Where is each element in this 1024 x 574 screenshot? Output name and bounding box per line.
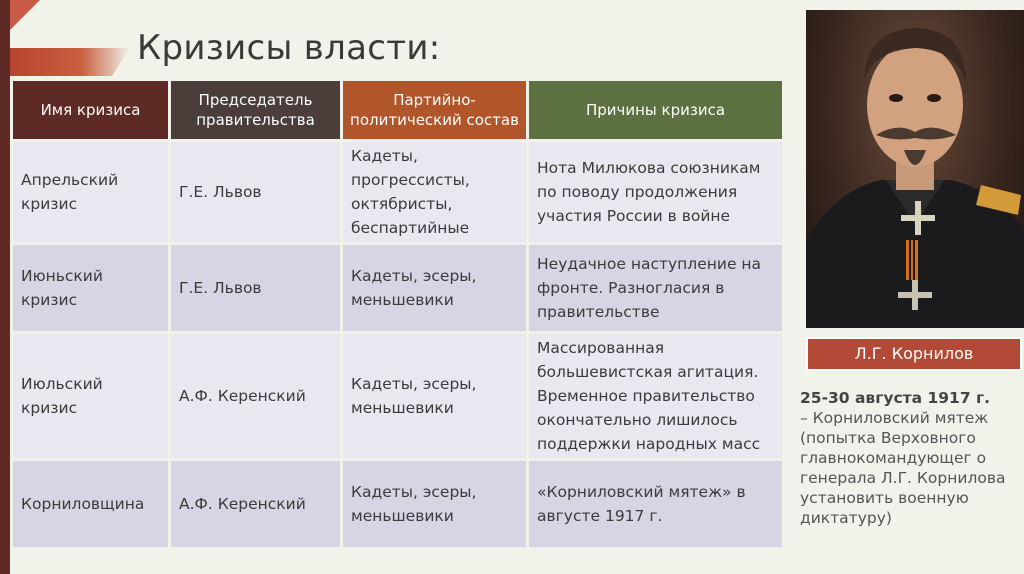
cell-chairman: А.Ф. Керенский xyxy=(171,461,340,547)
title-accent-shape xyxy=(10,48,130,76)
left-accent-strip xyxy=(0,0,10,574)
kornilov-portrait xyxy=(806,10,1024,328)
cell-parties: Кадеты, прогрессисты, октябристы, беспартийные xyxy=(343,142,526,242)
table-header-row xyxy=(13,81,782,139)
cell-reasons: Массированная большевистская агитация. Временное правительство окончательно лишилось поддержки народных масс xyxy=(529,334,782,458)
cell-parties: Кадеты, эсеры, меньшевики xyxy=(343,461,526,547)
table-row xyxy=(13,461,782,547)
table-row xyxy=(13,334,782,458)
header-chairman: Председатель правительства xyxy=(171,81,340,139)
cell-reasons: Нота Милюкова союзникам по поводу продолжения участия России в войне xyxy=(529,142,782,242)
note-date: 25-30 августа 1917 г. xyxy=(800,389,990,407)
portrait-illustration xyxy=(806,10,1024,328)
header-parties: Партийно-политический состав xyxy=(343,81,526,139)
cell-reasons: «Корниловский мятеж» в августе 1917 г. xyxy=(529,461,782,547)
slide-title: Кризисы власти: xyxy=(137,28,441,68)
cell-parties: Кадеты, эсеры, меньшевики xyxy=(343,334,526,458)
note-body: – Корниловский мятеж (попытка Верховного главнокомандующег о генерала Л.Г. Корнилова установить военную диктатуру) xyxy=(800,409,1006,527)
cell-chairman: Г.Е. Львов xyxy=(171,142,340,242)
cell-reasons: Неудачное наступление на фронте. Разногласия в правительстве xyxy=(529,245,782,331)
header-reasons: Причины кризиса xyxy=(529,81,782,139)
cell-chairman: А.Ф. Керенский xyxy=(171,334,340,458)
cell-crisis-name: Июльский кризис xyxy=(13,334,168,458)
cell-chairman: Г.Е. Львов xyxy=(171,245,340,331)
table-row xyxy=(13,245,782,331)
top-corner-decoration xyxy=(10,0,40,30)
cell-crisis-name: Корниловщина xyxy=(13,461,168,547)
note-text-block xyxy=(800,388,1022,528)
cell-crisis-name: Июньский кризис xyxy=(13,245,168,331)
header-crisis-name: Имя кризиса xyxy=(13,81,168,139)
cell-parties: Кадеты, эсеры, меньшевики xyxy=(343,245,526,331)
table-row xyxy=(13,142,782,242)
cell-crisis-name: Апрельский кризис xyxy=(13,142,168,242)
portrait-caption: Л.Г. Корнилов xyxy=(806,337,1022,371)
crisis-table xyxy=(10,78,785,550)
